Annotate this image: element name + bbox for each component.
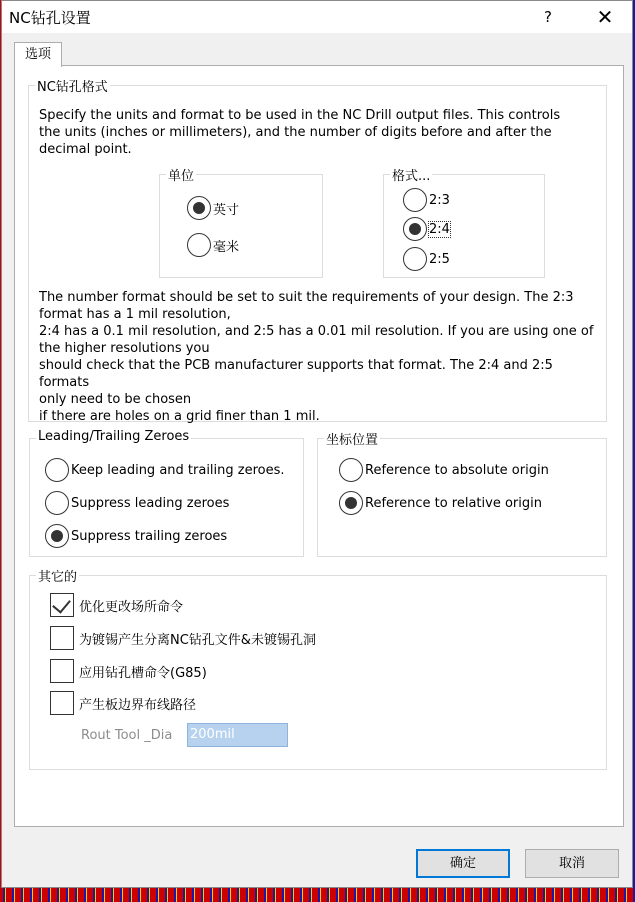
format-note-line: only need to be chosen bbox=[39, 392, 192, 407]
radio-relative-origin-label: Reference to relative origin bbox=[365, 495, 542, 511]
options-tab-panel bbox=[14, 65, 624, 827]
radio-format-2-3[interactable] bbox=[403, 188, 450, 212]
help-button[interactable]: ? bbox=[544, 8, 552, 26]
radio-suppress-leading-circle[interactable] bbox=[45, 491, 69, 515]
check-optimize-location-box[interactable] bbox=[50, 593, 74, 617]
ok-button[interactable]: 确定 bbox=[416, 849, 510, 878]
radio-format-2-5-label: 2:5 bbox=[429, 251, 450, 267]
zeroes-group-label: Leading/Trailing Zeroes bbox=[38, 429, 190, 444]
nc-format-group-label: NC钻孔格式 bbox=[35, 76, 110, 95]
format-digits-group bbox=[383, 169, 545, 278]
radio-inches-label: 英寸 bbox=[213, 202, 240, 218]
radio-format-2-4-label: 2:4 bbox=[429, 221, 450, 237]
check-g85-slot[interactable] bbox=[50, 659, 207, 683]
rout-tool-dia-label: Rout Tool _Dia bbox=[81, 728, 173, 743]
cancel-button[interactable]: 取消 bbox=[525, 849, 619, 878]
radio-millimeters[interactable] bbox=[187, 233, 239, 257]
tab-options[interactable]: 选项 bbox=[14, 42, 62, 67]
radio-format-2-3-circle[interactable] bbox=[403, 188, 427, 212]
radio-keep-zeroes-circle[interactable] bbox=[45, 458, 69, 482]
check-separate-plated[interactable] bbox=[50, 626, 316, 650]
nc-format-group bbox=[28, 80, 607, 424]
coordinate-group-label: 坐标位置 bbox=[324, 429, 380, 448]
other-group-label: 其它的 bbox=[36, 566, 79, 585]
format-note-line: should check that the PCB manufacturer supports that format. The 2:4 and 2:5 formats bbox=[39, 358, 553, 390]
format-note-line: the higher resolutions you bbox=[39, 341, 210, 356]
radio-absolute-origin[interactable] bbox=[339, 458, 549, 482]
radio-suppress-trailing-circle[interactable] bbox=[45, 524, 69, 548]
radio-absolute-origin-circle[interactable] bbox=[339, 458, 363, 482]
check-optimize-location-label: 优化更改场所命令 bbox=[79, 599, 184, 615]
check-board-outline-rout[interactable] bbox=[50, 691, 196, 715]
zeroes-group bbox=[29, 429, 304, 557]
radio-keep-zeroes[interactable] bbox=[45, 458, 285, 482]
format-note-line: if there are holes on a grid finer than 1 mil. bbox=[39, 409, 320, 424]
units-group bbox=[159, 169, 323, 278]
radio-suppress-trailing-label: Suppress trailing zeroes bbox=[71, 528, 228, 544]
radio-suppress-leading-label: Suppress leading zeroes bbox=[71, 495, 230, 511]
radio-suppress-trailing[interactable] bbox=[45, 524, 227, 548]
radio-millimeters-label: 毫米 bbox=[213, 239, 240, 255]
format-digits-group-label: 格式... bbox=[390, 165, 432, 184]
close-button[interactable]: ✕ bbox=[596, 5, 614, 29]
check-g85-slot-label: 应用钻孔槽命令(G85) bbox=[79, 665, 207, 681]
check-separate-plated-label: 为镀锡产生分离NC钻孔文件&未镀锡孔洞 bbox=[79, 632, 316, 648]
rout-tool-dia-input[interactable]: 200mil bbox=[187, 723, 288, 747]
radio-suppress-leading[interactable] bbox=[45, 491, 229, 515]
check-optimize-location[interactable] bbox=[50, 593, 183, 617]
radio-format-2-4-circle[interactable] bbox=[403, 217, 427, 241]
format-description: Specify the units and format to be used in the NC Drill output files. This controls the units (inches or millimeters), and the number of digits before and after the decimal point. bbox=[39, 108, 561, 157]
radio-format-2-5[interactable] bbox=[403, 247, 450, 271]
title-bar bbox=[2, 1, 632, 33]
radio-keep-zeroes-label: Keep leading and trailing zeroes. bbox=[71, 462, 285, 478]
format-note bbox=[39, 289, 601, 425]
radio-inches-circle[interactable] bbox=[187, 196, 211, 220]
radio-format-2-5-circle[interactable] bbox=[403, 247, 427, 271]
nc-drill-settings-dialog bbox=[1, 0, 633, 888]
coordinate-group bbox=[317, 433, 607, 557]
radio-relative-origin-circle[interactable] bbox=[339, 491, 363, 515]
format-note-line: The number format should be set to suit the requirements of your design. The 2:3 bbox=[39, 290, 574, 305]
radio-millimeters-circle[interactable] bbox=[187, 233, 211, 257]
radio-absolute-origin-label: Reference to absolute origin bbox=[365, 462, 549, 478]
check-separate-plated-box[interactable] bbox=[50, 626, 74, 650]
radio-inches[interactable] bbox=[187, 196, 239, 220]
window-title: NC钻孔设置 bbox=[9, 9, 91, 27]
check-g85-slot-box[interactable] bbox=[50, 659, 74, 683]
radio-format-2-4[interactable] bbox=[403, 217, 450, 241]
check-board-outline-rout-box[interactable] bbox=[50, 691, 74, 715]
format-note-line: format has a 1 mil resolution, bbox=[39, 307, 231, 322]
radio-relative-origin[interactable] bbox=[339, 491, 542, 515]
units-group-label: 单位 bbox=[166, 165, 196, 184]
format-note-line: 2:4 has a 0.1 mil resolution, and 2:5 has a 0.01 mil resolution. If you are using one of bbox=[39, 324, 594, 339]
radio-format-2-3-label: 2:3 bbox=[429, 192, 450, 208]
check-board-outline-rout-label: 产生板边界布线路径 bbox=[79, 697, 197, 713]
